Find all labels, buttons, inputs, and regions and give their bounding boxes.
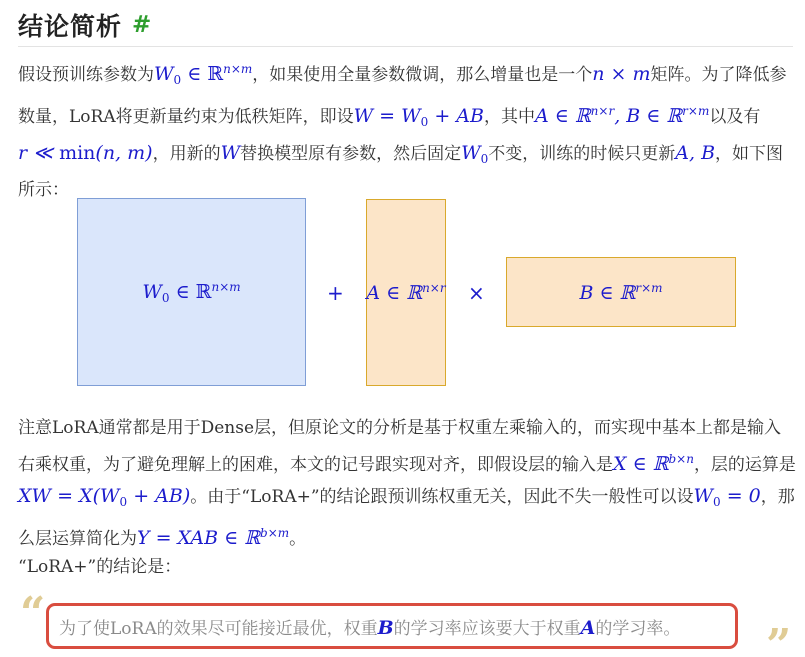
math-a-b: A, B	[675, 142, 716, 164]
quote-text: 为了使LoRA的效果尽可能接近最优，权重B的学习率应该要大于权重A的学习率。	[59, 616, 681, 639]
a-matrix-label: A ∈ ℝ$^{n\times r}$	[366, 281, 446, 304]
heading-anchor-link[interactable]: #	[132, 12, 152, 38]
plus-operator: +	[327, 281, 344, 305]
w0-matrix-box	[77, 198, 306, 386]
math-xw-equation: XW = $X(W_0 + AB)$	[18, 485, 191, 509]
paragraph-lora-intro: 假设预训练参数为$W_0$ ∈ ℝ$^{n\times m}$，如果使用全量参数微调，那么增量也是一个n × m矩阵。为了降低参数量，LoRA将更新量约束为低秩矩阵，即设$W = W_0$ + AB，其中A ∈ ℝ$^{n\times r}$, B ∈ ℝ$^{r\times m}$以及有r ≪ min(n, m)，用新的W替换模型原有参数，然后固定$W_0$不变，训练的时候只更新A, B，如下图所示：	[18, 62, 787, 200]
conclusion-blockquote	[46, 603, 738, 649]
w0-matrix-label: $W_0$ ∈ ℝ$^{n\times m}$	[142, 279, 241, 305]
section-heading	[18, 4, 793, 47]
times-operator: ×	[468, 281, 485, 305]
math-y-equation: Y = XAB ∈ ℝ$^{b\times m}$	[137, 526, 290, 549]
math-rank-condition: r ≪ min(n, m)	[18, 142, 153, 164]
math-w-equation: $W = W_0$ + AB	[353, 105, 484, 129]
close-quote-mark: ”	[766, 620, 792, 657]
math-w0-in-r: $W_0$ ∈ ℝ$^{n\times m}$	[154, 62, 253, 87]
a-matrix-box	[366, 199, 446, 386]
math-w0-zero: $W_0 = 0$	[693, 485, 761, 509]
math-n-times-m: n × m	[592, 63, 651, 85]
paragraph-notation: 注意LoRA通常都是用于Dense层，但原论文的分析是基于权重左乘输入的，而实现中基本上都是输入右乘权重，为了避免理解上的困难，本文的记号跟实现对齐，即假设层的输入是X ∈ ℝ$^{b\times n}$，层的运算是XW = $X(W_0 + AB)$。由于“LoRA+”的结论跟预训练权重无关，因此不失一般性可以设$W_0 = 0$，那么层运算简化为Y = XAB ∈ ℝ$^{b\times m}$。	[18, 418, 796, 549]
math-a: A	[580, 616, 596, 639]
open-quote-mark: “	[20, 588, 46, 639]
math-w: W	[220, 142, 241, 164]
section-title: 结论简析	[18, 12, 123, 41]
b-matrix-box	[506, 257, 736, 327]
b-matrix-label: B ∈ ℝ$^{r\times m}$	[579, 280, 663, 304]
math-b: B	[377, 616, 394, 639]
math-a-b-dims: A ∈ ℝ$^{n\times r}$, B ∈ ℝ$^{r\times m}$	[535, 104, 710, 127]
math-w0: $W_0$	[461, 142, 489, 166]
math-x-dims: X ∈ ℝ$^{b\times n}$	[613, 452, 694, 475]
paragraph-conclusion-lead: “LoRA+”的结论是：	[18, 557, 182, 577]
